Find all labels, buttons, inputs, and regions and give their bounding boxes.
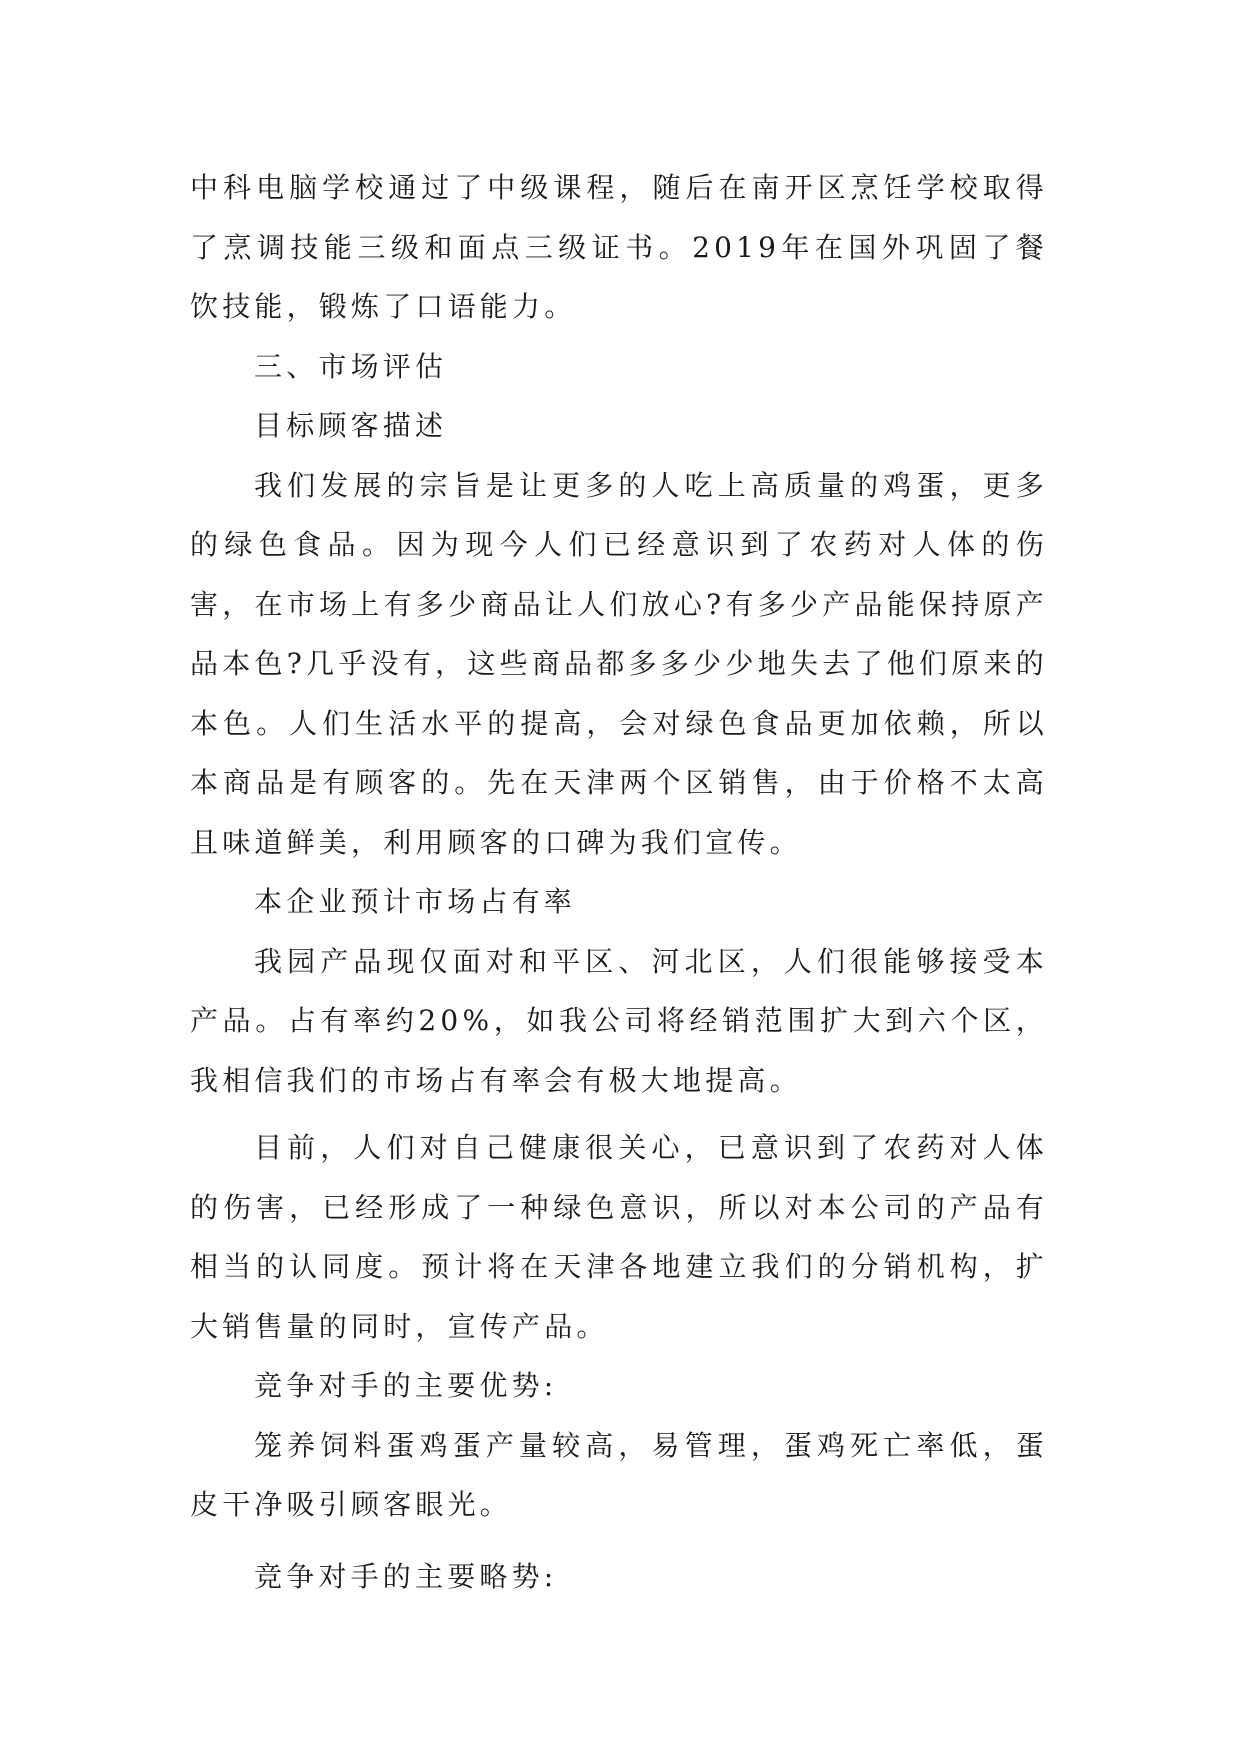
paragraph-target-customers: 我们发展的宗旨是让更多的人吃上高质量的鸡蛋，更多的绿色食品。因为现今人们已经意识到了农药对人体的伤害，在市场上有多少商品让人们放心?有多少产品能保持原产品本色?几乎没有，这些商品都多多少少地失去了他们原来的本色。人们生活水平的提高，会对绿色食品更加依赖，所以本商品是有顾客的。先在天津两个区销售，由于价格不太高且味道鲜美，利用顾客的口碑为我们宣传。 — [190, 468, 1048, 859]
paragraph-education: 中科电脑学校通过了中级课程，随后在南开区烹饪学校取得了烹调技能三级和面点三级证书。2019年在国外巩固了餐饮技能，锻炼了口语能力。 — [190, 171, 1048, 323]
document-body — [190, 158, 1048, 1606]
subheading-market-share: 本企业预计市场占有率 — [254, 885, 577, 918]
paragraph-competitor-strengths: 笼养饲料蛋鸡蛋产量较高，易管理，蛋鸡死亡率低，蛋皮干净吸引顾客眼光。 — [190, 1428, 1048, 1521]
paragraph-green-awareness: 目前，人们对自己健康很关心，已意识到了农药对人体的伤害，已经形成了一种绿色意识，所以对本公司的产品有相当的认同度。预计将在天津各地建立我们的分销机构，扩大销售量的同时，宣传产品。 — [190, 1131, 1048, 1343]
paragraph-market-share: 我园产品现仅面对和平区、河北区，人们很能够接受本产品。占有率约20%，如我公司将经销范围扩大到六个区，我相信我们的市场占有率会有极大地提高。 — [190, 944, 1048, 1097]
subheading-competitor-weaknesses: 竞争对手的主要略势: — [254, 1559, 558, 1593]
subheading-target-customers: 目标顾客描述 — [254, 409, 448, 442]
section-heading-market-assessment: 三、市场评估 — [254, 349, 448, 383]
subheading-competitor-strengths: 竞争对手的主要优势: — [254, 1369, 558, 1402]
